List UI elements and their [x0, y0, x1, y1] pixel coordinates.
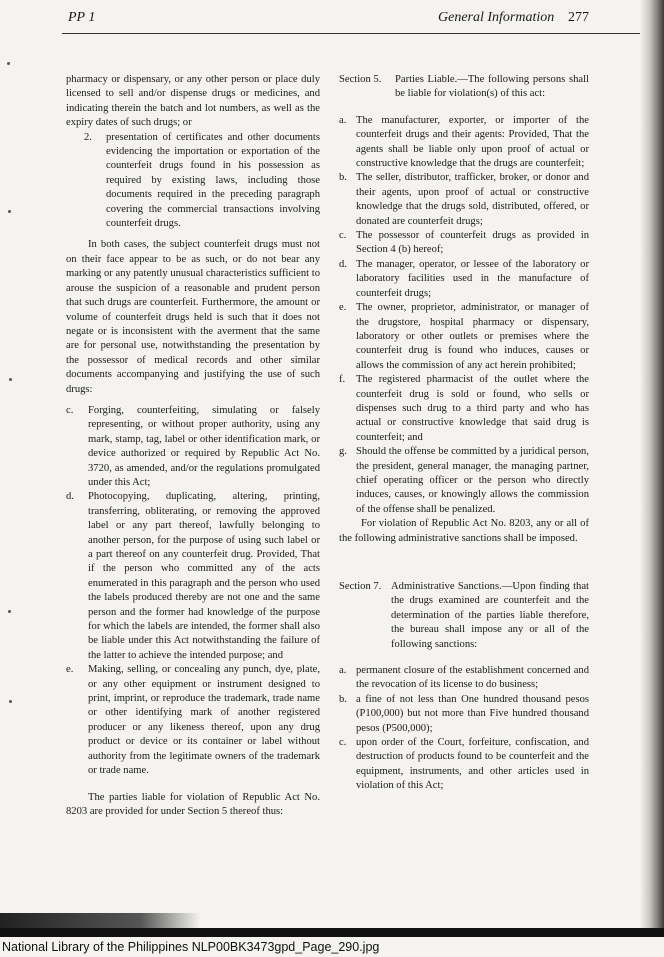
section-7-item-a — [339, 664, 589, 693]
list-marker: a. — [339, 114, 347, 126]
list-item-e — [66, 663, 320, 778]
list-item-text: The manager, operator, or lessee of the laboratory or laboratory facilities used in the manufacture of counterfeit drugs; — [356, 258, 589, 299]
section-5-item-f — [339, 373, 589, 445]
section-7-item-b — [339, 693, 589, 736]
scan-speck — [7, 62, 10, 65]
list-marker: b. — [339, 172, 347, 184]
scan-edge-shadow — [0, 913, 200, 929]
scan-speck — [9, 700, 12, 703]
list-item-text: The owner, proprietor, administrator, or manager of the drugstore, hospital pharmacy or dispensary, laboratory or other outlets or premises where the counterfeit drug is found who induces, causes or allows the commission of any act herein prohibited; — [356, 302, 589, 371]
continued-text: pharmacy or dispensary, or any other person or place duly licensed to sell and/or dispense drugs or medicines, and indicating therein the batch and lot numbers, as well as the expiry dates of such drugs; or — [66, 74, 320, 129]
list-item-text: upon order of the Court, forfeiture, confiscation, and destruction of products found to be counterfeit and the equipment, instruments, and other articles used in violation of this Act; — [356, 737, 589, 792]
list-item-text: permanent closure of the establishment concerned and the revocation of its license to do business; — [356, 665, 589, 691]
section-5-item-d — [339, 258, 589, 301]
list-item-c — [66, 404, 320, 490]
left-column — [66, 73, 320, 819]
scan-speck — [8, 210, 11, 213]
section-5-heading — [339, 73, 589, 102]
section-7-heading — [339, 580, 589, 652]
list-item-text: Forging, counterfeiting, simulating or falsely representing, or without proper authority, using any mark, stamp, tag, label or other identification mark, or device authorized or required by Republic Act No. 3720, as amended, and/or the regulations promulgated under this Act; — [88, 404, 320, 488]
header-rule — [62, 33, 646, 34]
list-item-text: Should the offense be committed by a juridical person, the president, general manager, the managing partner, chief operating officer or the person who directly induces, causes, or knowingly allows the commission of the offense shall be penalized. — [356, 446, 589, 515]
list-marker: c. — [339, 737, 347, 749]
list-marker: c. — [66, 404, 74, 416]
list-item-text: presentation of certificates and other documents evidencing the importation or exportation of the counterfeit drugs found in his possession as required by existing laws, including those documents required in the preceding paragraph covering the commercial transactions involving counterfeit drugs. — [106, 131, 320, 230]
page-number: 277 — [568, 10, 589, 25]
section-5-item-g — [339, 445, 589, 517]
list-item-d — [66, 490, 320, 663]
section-title: Administrative Sanctions.—Upon finding that the drugs examined are counterfeit and the determination of the parties liable therefore, the bureau shall impose any or all of the following sanctions: — [391, 581, 589, 650]
list-item-text: a fine of not less than One hundred thousand pesos (P100,000) but not more than Five hundred thousand pesos (P500,000); — [356, 693, 589, 734]
scan-speck — [9, 378, 12, 381]
closing-paragraph: The parties liable for violation of Republic Act No. 8203 are provided for under Section 5 thereof thus: — [66, 791, 320, 817]
list-item-text: The possessor of counterfeit drugs as provided in Section 4 (b) hereof; — [356, 230, 589, 256]
list-marker: f. — [339, 374, 346, 386]
section-5-item-a — [339, 114, 589, 172]
scan-footer-caption: National Library of the Philippines NLP00BK3473gpd_Page_290.jpg — [2, 940, 380, 954]
list-marker: d. — [339, 258, 347, 270]
running-head-right: General Information — [438, 10, 555, 25]
list-item-text: The registered pharmacist of the outlet where the counterfeit drug is sold or found, who sells or dispenses such drug to a third party and who has actual or constructive knowledge that said drug is counterfeit; and — [356, 374, 589, 443]
violation-paragraph: For violation of Republic Act No. 8203, any or all of the following administrative sanctions shall be imposed. — [339, 518, 589, 544]
list-marker: d. — [66, 491, 74, 503]
right-column — [339, 73, 589, 794]
list-marker: e. — [339, 302, 347, 314]
list-item-text: The seller, distributor, trafficker, broker, or donor and their agents, upon proof of actual or constructive knowledge that the drugs sold, distributed, offered, or donated are counterfeit drugs; — [356, 172, 589, 227]
section-5-item-b — [339, 171, 589, 229]
list-marker: 2. — [84, 131, 92, 143]
section-label: Section 7. — [339, 581, 382, 592]
book-spine-shadow — [640, 0, 664, 930]
list-item-2 — [66, 131, 320, 232]
list-marker: g. — [339, 446, 347, 458]
scan-speck — [8, 610, 11, 613]
running-head-left: PP 1 — [68, 10, 96, 25]
list-item-text: The manufacturer, exporter, or importer of the counterfeit drugs and their agents: Provided, That the agents shall be liable only upon proof of actual or constructive knowledge that the drugs are counterfeit; — [356, 114, 589, 170]
list-marker: c. — [339, 230, 347, 242]
scan-bottom-edge — [0, 928, 664, 937]
section-5-item-c — [339, 229, 589, 258]
list-item-text: Photocopying, duplicating, altering, printing, transferring, obliterating, or removing the approved label or any part thereof, lawfully belonging to another person, for the purpose of using such label or a part thereof on any counterfeit drug. Provided, That if the person who committed any of the acts enumerated in this paragraph and the person who used the labels produced thereby are not one and the same person and the former had knowledge of the purpose for which the labels are intended, the former shall also be liable under this Act notwithstanding the failure of the latter to achieve the intended purpose; and — [88, 491, 320, 661]
section-7-item-c — [339, 736, 589, 794]
section-label: Section 5. — [339, 74, 382, 85]
list-item-text: Making, selling, or concealing any punch, dye, plate, or any other equipment or instrument designed to print, imprint, or reproduce the trademark, trade name or other identifying mark of another registered producer or any likeness thereof, upon any drug product or device or its container or label without authority from the legitimate owners of the trademark or trade name. — [88, 664, 320, 777]
section-title: Parties Liable.—The following persons shall be liable for violation(s) of this act: — [395, 74, 589, 100]
list-marker: e. — [66, 664, 74, 676]
paragraph-both-cases: In both cases, the subject counterfeit drugs must not on their face appear to be as such, or do not bear any marking or any patently unusual characteristics sufficient to arouse the suspicion of a reasonable and prudent person that such drugs are counterfeit. Furthermore, the amount or volume of counterfeit drugs held is such that it does not negate or is inconsistent with the averment that the same are for personal use, notwithstanding the presentation by the possessor of medical records and other similar documents accompanying and justifying the use of such drugs: — [66, 239, 320, 395]
list-marker: a. — [339, 665, 347, 677]
section-5-item-e — [339, 301, 589, 373]
list-marker: b. — [339, 693, 347, 705]
